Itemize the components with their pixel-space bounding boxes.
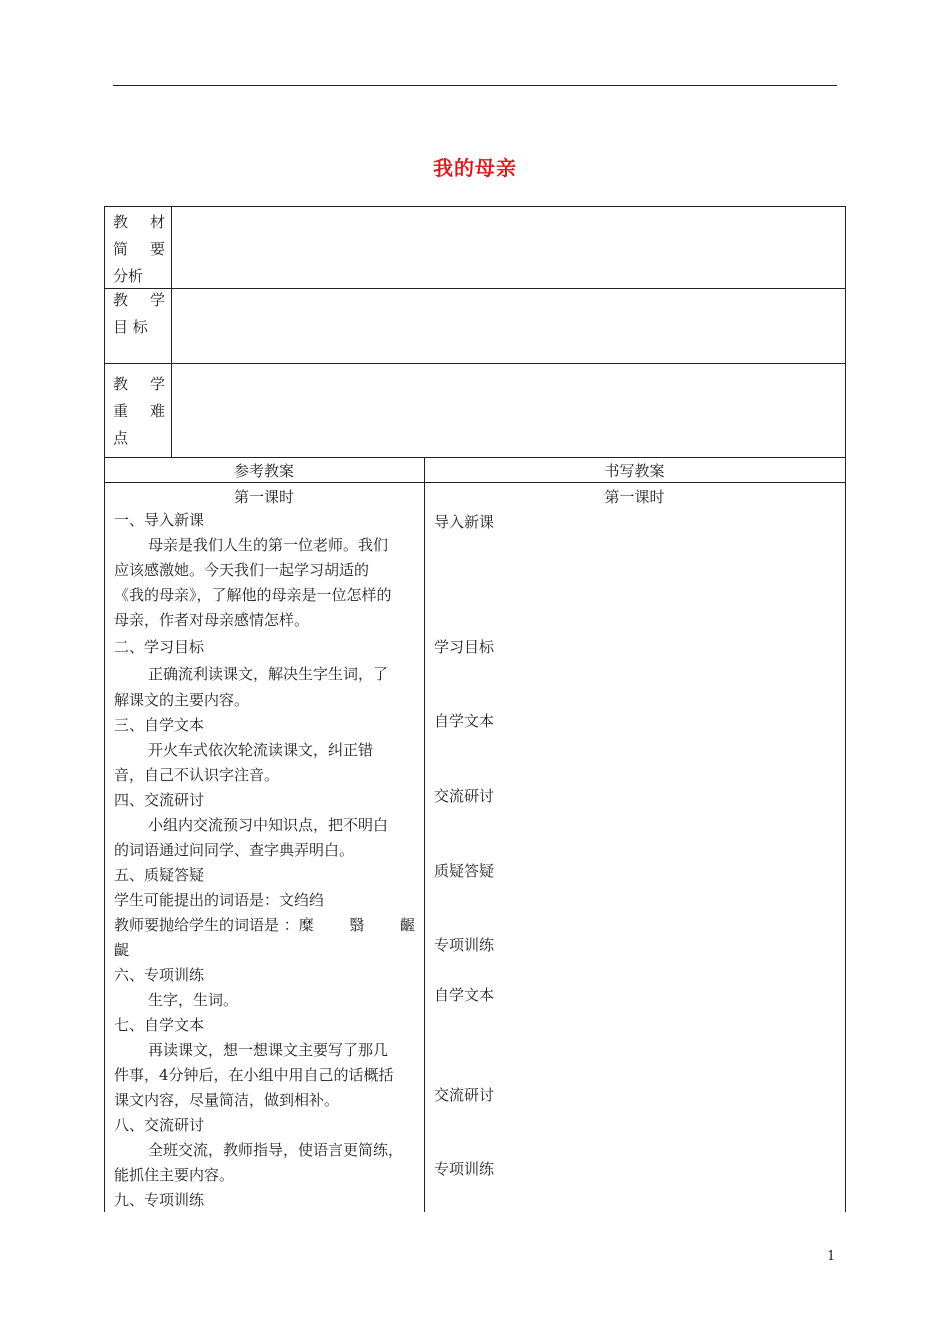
right-label: 专项训练 [434,936,495,954]
heading-intro: 一、导入新课 [114,511,205,529]
right-label: 学习目标 [434,638,495,656]
paragraph-line: 母亲，作者对母亲感情怎样。 [114,611,310,629]
paragraph-line: 全班交流，教师指导，使语言更简练， [148,1141,404,1159]
paragraph-line: 学生可能提出的词语是：文绉绉 [114,891,325,909]
label-material-analysis: 教 材 简 要 分析 [113,213,165,285]
paragraph-line: 小组内交流预习中知识点，把不明白 [148,816,389,834]
page-title: 我的母亲 [433,156,517,180]
heading-goals: 二、学习目标 [114,638,205,656]
paragraph-line: 音，自己不认识字注音。 [114,766,280,784]
paragraph-line: 能抓住主要内容。 [114,1166,235,1184]
heading-discussion-2: 八、交流研讨 [114,1116,205,1134]
paragraph-line: 开火车式依次轮流读课文，纠正错 [148,741,374,759]
paragraph-line: 教师要抛给学生的词语是 ：糜 翳 齷 [114,916,415,934]
paragraph-line: 应该感激她。今天我们一起学习胡适的 [114,561,370,579]
label-key-difficulties: 教 学 重 难 点 [113,375,165,447]
right-label: 自学文本 [434,986,495,1004]
heading-drill: 六、专项训练 [114,966,205,984]
right-label: 专项训练 [434,1160,495,1178]
right-label: 导入新课 [434,513,495,531]
heading-self-study-2: 七、自学文本 [114,1016,205,1034]
right-label: 自学文本 [434,712,495,730]
paragraph-line: 的词语通过问同学、查字典弄明白。 [114,841,355,859]
right-label: 交流研讨 [434,1086,495,1104]
heading-discussion: 四、交流研讨 [114,791,205,809]
heading-self-study: 三、自学文本 [114,716,205,734]
heading-drill-2: 九、专项训练 [114,1191,205,1209]
paragraph-line: 课文内容，尽量简洁，做到相补。 [114,1091,340,1109]
paragraph-line: 解课文的主要内容。 [114,691,250,709]
page-number: 1 [827,1249,836,1264]
paragraph-line: 齪 [114,941,130,959]
label-teaching-goals: 教 学 目 标 [113,291,165,336]
right-column-header: 书写教案 [604,462,665,480]
paragraph-line: 《我的母亲》，了解他的母亲是一位怎样的 [114,586,392,604]
paragraph-line: 件事，4分钟后，在小组中用自己的话概括 [114,1066,394,1084]
header-rule [113,85,837,86]
right-label: 交流研讨 [434,787,495,805]
paragraph-line: 母亲是我们人生的第一位老师。我们 [148,536,389,554]
paragraph-line: 正确流利读课文，解决生字生词，了 [148,665,389,683]
right-label: 质疑答疑 [434,862,495,880]
right-session-label: 第一课时 [604,488,665,506]
paragraph-line: 再读课文，想一想课文主要写了那几 [148,1041,389,1059]
heading-qa: 五、质疑答疑 [114,866,205,884]
paragraph-line: 生字，生词。 [148,991,239,1009]
left-session-label: 第一课时 [233,488,294,506]
left-column-header: 参考教案 [233,462,294,480]
